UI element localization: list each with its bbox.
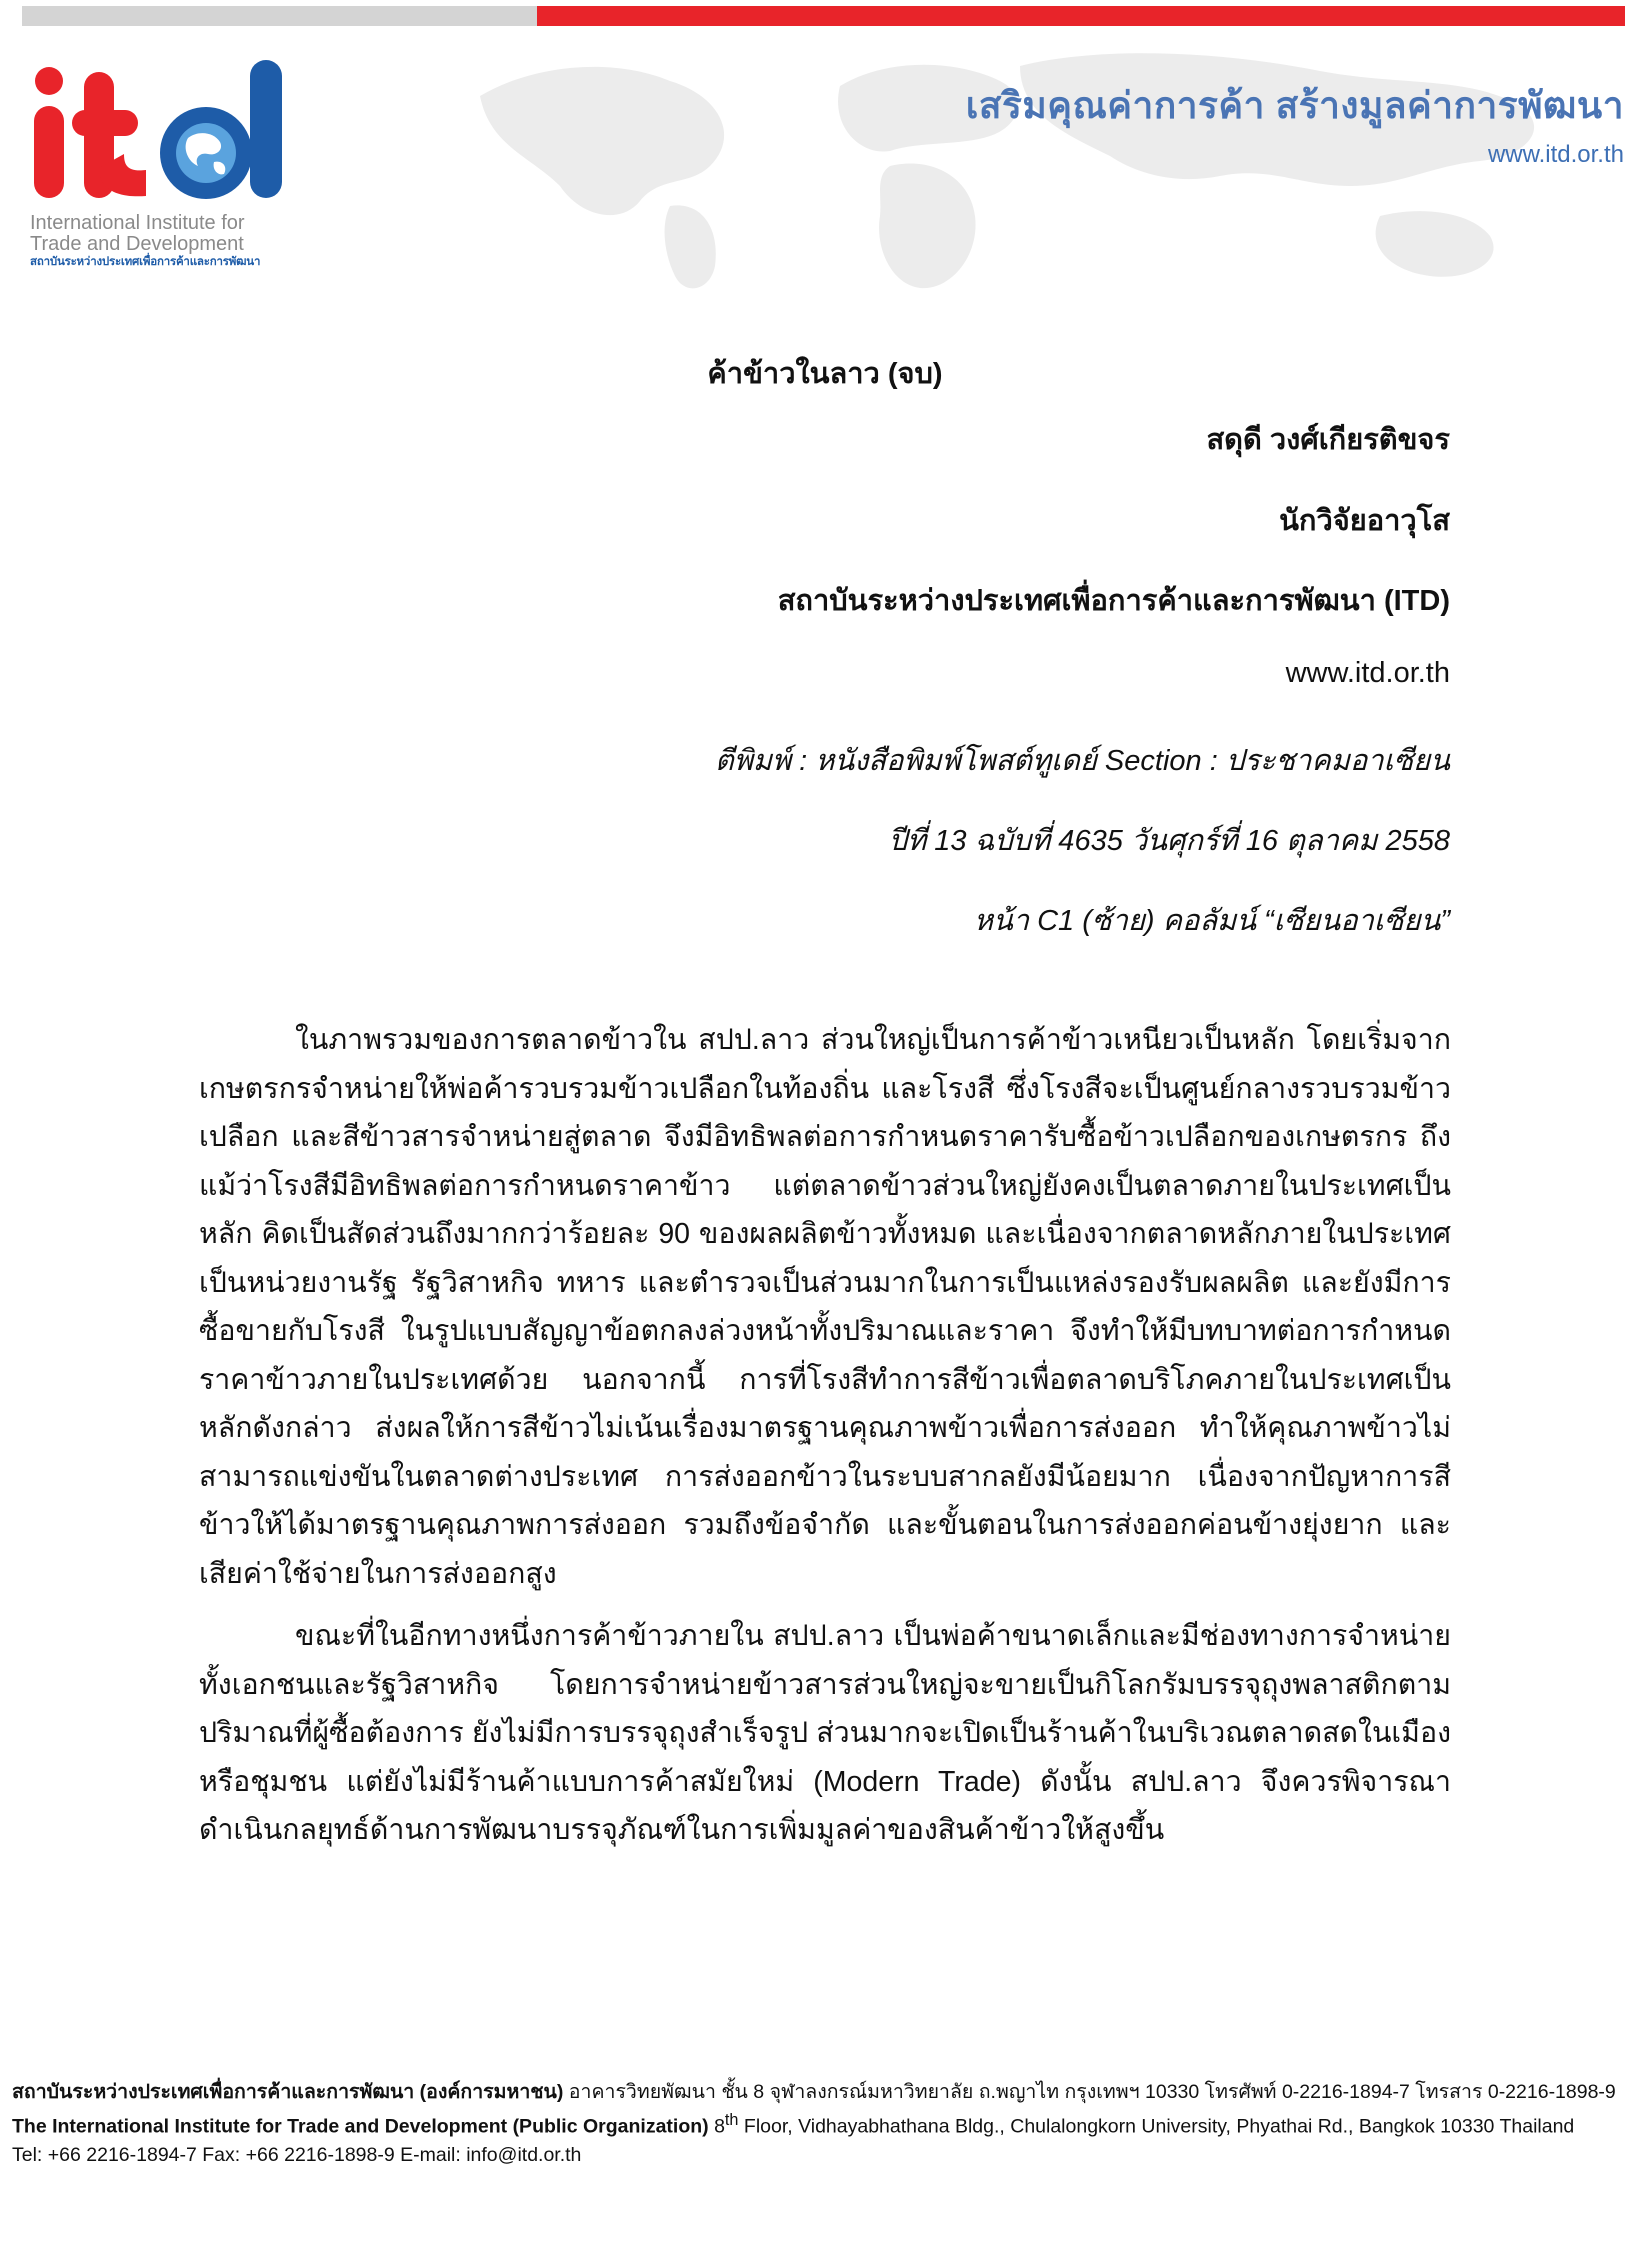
footer-floor-number: 8 xyxy=(708,2115,725,2138)
footer-english-address: Floor, Vidhayabhathana Bldg., Chulalongkorn University, Phyathai Rd., Bangkok 10330 Thailand xyxy=(738,2115,1575,2138)
slogan-text: เสริมคุณค่าการค้า สร้างมูลค่าการพัฒนา xyxy=(965,85,1624,126)
author-position: นักวิจัยอาวุโส xyxy=(1279,505,1450,537)
article-body xyxy=(199,1016,1451,1869)
header-website[interactable]: www.itd.or.th xyxy=(1487,141,1624,168)
footer-thai-org: สถาบันระหว่างประเทศเพื่อการค้าและการพัฒนา (องค์การมหาชน) xyxy=(12,2081,564,2103)
itd-logo xyxy=(28,58,298,278)
footer-english-line xyxy=(12,2106,1642,2141)
page-footer xyxy=(12,2078,1642,2169)
logo-text-line1: International Institute for xyxy=(30,212,245,234)
issue-info: ปีที่ 13 ฉบับที่ 4635 วันศุกร์ที่ 16 ตุลาคม 2558 xyxy=(888,825,1450,857)
footer-floor-suffix: th xyxy=(724,2111,739,2129)
article-paragraph-1: ในภาพรวมของการตลาดข้าวใน สปป.ลาว ส่วนใหญ่เป็นการค้าข้าวเหนียวเป็นหลัก โดยเริ่มจากเกษตรกรจำหน่ายให้พ่อค้ารวบรวมข้าวเปลือกในท้องถิ่น และโรงสี ซึ่งโรงสีจะเป็นศูนย์กลางรวบรวมข้าวเปลือก และสีข้าวสารจำหน่ายสู่ตลาด จึงมีอิทธิพลต่อการกำหนดราคารับซื้อข้าวเปลือกของเกษตรกร ถึงแม้ว่าโรงสีมีอิทธิพลต่อการกำหนดราคาข้าว แต่ตลาดข้าวส่วนใหญ่ยังคงเป็นตลาดภายในประเทศเป็นหลัก คิดเป็นสัดส่วนถึงมากกว่าร้อยละ 90 ของผลผลิตข้าวทั้งหมด และเนื่องจากตลาดหลักภายในประเทศเป็นหน่วยงานรัฐ รัฐวิสาหกิจ ทหาร และตำรวจเป็นส่วนมากในการเป็นแหล่งรองรับผลผลิต และยังมีการซื้อขายกับโรงสี ในรูปแบบสัญญาข้อตกลงล่วงหน้าทั้งปริมาณและราคา จึงทำให้มีบทบาทต่อการกำหนดราคาข้าวภายในประเทศด้วย นอกจากนี้ การที่โรงสีทำการสีข้าวเพื่อตลาดบริโภคภายในประเทศเป็นหลักดังกล่าว ส่งผลให้การสีข้าวไม่เน้นเรื่องมาตรฐานคุณภาพข้าวเพื่อการส่งออก ทำให้คุณภาพข้าวไม่สามารถแข่งขันในตลาดต่างประเทศ การส่งออกข้าวในระบบสากลยังมีน้อยมาก เนื่องจากปัญหาการสีข้าวให้ได้มาตรฐานคุณภาพการส่งออก รวมถึงข้อจำกัด และขั้นตอนในการส่งออกค่อนข้างยุ่งยาก และเสียค่าใช้จ่ายในการส่งออกสูง xyxy=(199,1024,1451,1590)
page-column-info: หน้า C1 (ซ้าย) คอลัมน์ “เซียนอาเซียน” xyxy=(973,905,1450,937)
footer-contact: Tel: +66 2216-1894-7 Fax: +66 2216-1898-9 E-mail: info@itd.or.th xyxy=(12,2143,582,2166)
article-paragraph-2: ขณะที่ในอีกทางหนึ่งการค้าข้าวภายใน สปป.ลาว เป็นพ่อค้าขนาดเล็กและมีช่องทางการจำหน่ายทั้งเอกชนและรัฐวิสาหกิจ โดยการจำหน่ายข้าวสารส่วนใหญ่จะขายเป็นกิโลกรัมบรรจุถุงพลาสติกตามปริมาณที่ผู้ซื้อต้องการ ยังไม่มีการบรรจุถุงสำเร็จรูป ส่วนมากจะเปิดเป็นร้านค้าในบริเวณตลาดสดในเมืองหรือชุมชน แต่ยังไม่มีร้านค้าแบบการค้าสมัยใหม่ (Modern Trade) ดังนั้น สปป.ลาว จึงควรพิจารณาดำเนินกลยุทธ์ด้านการพัฒนาบรรจุภัณฑ์ในการเพิ่มมูลค่าของสินค้าข้าวให้สูงขึ้น xyxy=(199,1620,1451,1846)
author-organization: สถาบันระหว่างประเทศเพื่อการค้าและการพัฒนา (ITD) xyxy=(777,585,1450,617)
header-stripe-red xyxy=(537,6,1625,26)
author-name: สดุดี วงศ์เกียรติขจร xyxy=(1206,424,1450,456)
footer-english-org: The International Institute for Trade and Development (Public Organization) xyxy=(12,2115,709,2138)
organization-url[interactable]: www.itd.or.th xyxy=(1285,657,1450,689)
footer-thai-line xyxy=(12,2078,1642,2106)
header-stripe-gray xyxy=(22,6,537,26)
logo-text-thai: สถาบันระหว่างประเทศเพื่อการค้าและการพัฒนา xyxy=(30,256,261,268)
logo-text-line2: Trade and Development xyxy=(30,233,244,255)
header-slogan-block xyxy=(966,76,1624,169)
publication-info: ตีพิมพ์ : หนังสือพิมพ์โพสต์ทูเดย์ Section : ประชาคมอาเซียน xyxy=(714,745,1450,777)
footer-thai-address: อาคารวิทยพัฒนา ชั้น 8 จุฬาลงกรณ์มหาวิทยาลัย ถ.พญาไท กรุงเทพฯ 10330 โทรศัพท์ 0-2216-1894-7 โทรสาร 0-2216-1898-9 xyxy=(563,2081,1616,2103)
itd-logo-mark-icon xyxy=(28,58,298,208)
article-title: ค้าข้าวในลาว (จบ) xyxy=(707,358,943,390)
